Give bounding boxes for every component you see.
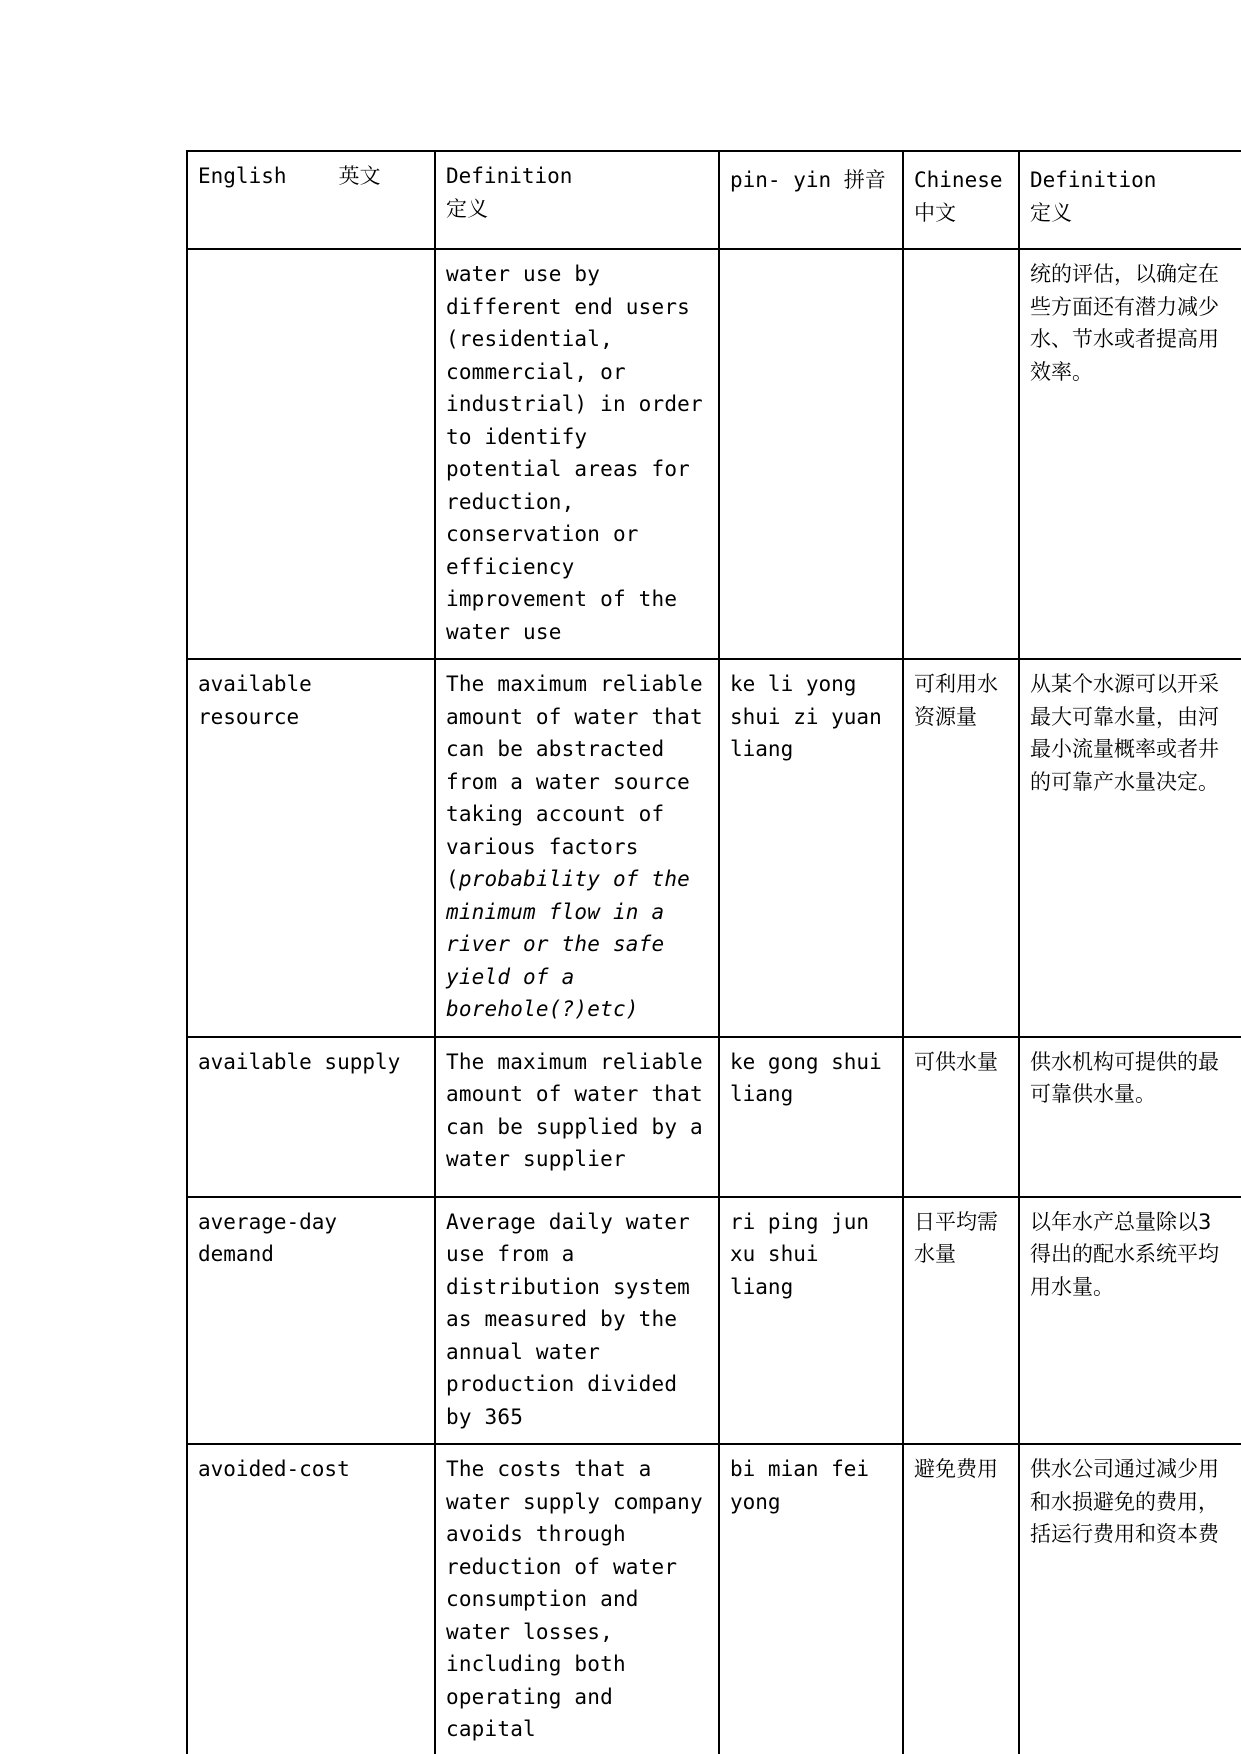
chinese-definition-cell: 供水公司通过减少用 和水损避免的费用， 括运行费用和资本费 [1019, 1444, 1241, 1754]
definition-text: The costs that a water supply company avoids through reduction of water consumption and water losses, including both operating and capital [446, 1457, 703, 1741]
chinese-definition-cell: 供水机构可提供的最 可靠供水量。 [1019, 1037, 1241, 1197]
table-row [187, 1444, 1241, 1754]
header-chinese [903, 151, 1019, 249]
glossary-table [186, 150, 1241, 1754]
definition-text: Average daily water use from a distribution system as measured by the annual water production divided by 365 [446, 1209, 691, 1429]
term-cell [187, 249, 435, 659]
definition-italic-text: probability of the minimum flow in a river or the safe yield of a borehole(?)etc) [446, 867, 691, 1021]
header-english [187, 151, 435, 249]
chinese-term-cell: 日平均需水量 [903, 1197, 1019, 1445]
pinyin-cell: bi mian fei yong [719, 1444, 903, 1754]
table-row [187, 1197, 1241, 1445]
table-row [187, 1037, 1241, 1197]
definition-cell [435, 1197, 719, 1445]
chinese-term-cell: 可利用水资源量 [903, 659, 1019, 1037]
term-cell: available supply [187, 1037, 435, 1197]
table-header [187, 151, 1241, 249]
chinese-definition-cell: 统的评估，以确定在 些方面还有潜力减少 水、节水或者提高用 效率。 [1019, 249, 1241, 659]
term-cell: average-day demand [187, 1197, 435, 1445]
term-cell: available resource [187, 659, 435, 1037]
chinese-term-cell [903, 249, 1019, 659]
definition-cell [435, 659, 719, 1037]
pinyin-cell: ke li yong shui zi yuan liang [719, 659, 903, 1037]
definition-cell [435, 249, 719, 659]
pinyin-cell: ke gong shui liang [719, 1037, 903, 1197]
header-definition [435, 151, 719, 249]
definition-text: The maximum reliable amount of water that can be supplied by a water supplier [446, 1049, 703, 1171]
pinyin-cell [719, 249, 903, 659]
definition-cell [435, 1444, 719, 1754]
header-definition-cn [1019, 151, 1241, 249]
table-body [187, 249, 1241, 1754]
header-english-label: English [198, 164, 287, 188]
header-chinese-zh-label: 中文 [914, 200, 956, 225]
header-definition-zh-label: 定义 [446, 196, 488, 221]
term-cell: avoided-cost [187, 1444, 435, 1754]
chinese-term-cell: 避免费用 [903, 1444, 1019, 1754]
definition-cell [435, 1037, 719, 1197]
header-definition-cn-label: Definition [1030, 168, 1157, 192]
header-row [187, 151, 1241, 249]
pinyin-cell: ri ping jun xu shui liang [719, 1197, 903, 1445]
header-definition-cn-zh-label: 定义 [1030, 200, 1072, 225]
header-pinyin [719, 151, 903, 249]
definition-text: The maximum reliable amount of water that can be abstracted from a water source taking account of various factors ( [446, 672, 703, 891]
header-pinyin-label: pin- yin 拼音 [730, 168, 886, 192]
chinese-definition-cell: 以年水产总量除以3 得出的配水系统平均 用水量。 [1019, 1197, 1241, 1445]
chinese-definition-cell: 从某个水源可以开采 最大可靠水量，由河 最小流量概率或者井 的可靠产水量决定。 [1019, 659, 1241, 1037]
header-english-zh-label: 英文 [338, 164, 381, 188]
chinese-term-cell: 可供水量 [903, 1037, 1019, 1197]
header-chinese-label: Chinese [914, 168, 1003, 192]
definition-text: water use by different end users (residential, commercial, or industrial) in order to identify potential areas for reduction, conservation or efficiency improvement of the water use [446, 262, 703, 644]
table-row [187, 249, 1241, 659]
header-definition-label: Definition [446, 164, 573, 188]
table-row [187, 659, 1241, 1037]
